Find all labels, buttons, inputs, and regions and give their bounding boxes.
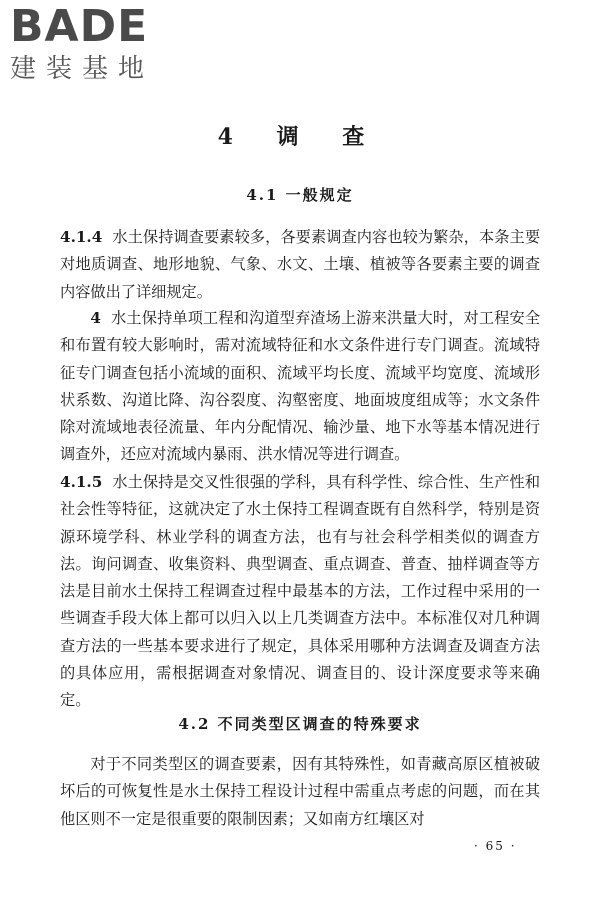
paragraph-text: 对于不同类型区的调查要素，因有其特殊性，如青藏高原区植被破坏后的可恢复性是水土保持工程设计过程中需重点考虑的问题，而在其他区则不一定是很重要的限制因素；又如南方红壤区对 — [60, 755, 540, 828]
chapter-title: 4 调 查 — [217, 124, 383, 150]
paragraph-4-1-5 — [60, 469, 540, 715]
logo-text: BADE — [10, 1, 149, 52]
logo — [10, 1, 180, 84]
clause-number: 4.1.5 — [60, 473, 103, 491]
section-title-4-1: 4.1 一般规定 — [246, 186, 354, 204]
section-title-4-2: 4.2 不同类型区调查的特殊要求 — [178, 715, 422, 733]
paragraph-4-2 — [60, 751, 540, 833]
paragraph-text: 水土保持是交叉性很强的学科，具有科学性、综合性、生产性和社会性等特征，这就决定了水土保持工程调查既有自然科学，特别是资源环境学科、林业学科的调查方法，也有与社会科学相类似的调查方法。询问调查、收集资料、典型调查、重点调查、普查、抽样调查等方法是目前水土保持工程调查过程中最基本的方法，工作过程中采用的一些调查手段大体上都可以归入以上几类调查方法中。本标准仅对几种调查方法的一些基本要求进行了规定，具体采用哪种方法调查及调查方法的具体应用，需根据调查对象情况、调查目的、设计深度要求等来确定。 — [60, 473, 540, 710]
page-number: · 65 · — [474, 839, 517, 853]
logo-subtitle: 建装基地 — [10, 54, 155, 84]
item-number: 4 — [90, 309, 101, 327]
clause-number: 4.1.4 — [60, 228, 103, 246]
paragraph-4-1-4 — [60, 224, 540, 306]
paragraph-text: 水土保持单项工程和沟道型弃渣场上游来洪量大时，对工程安全和布置有较大影响时，需对流域特征和水文条件进行专门调查。流域特征专门调查包括小流域的面积、流域平均长度、流域平均宽度、流域形状系数、沟道比降、沟谷裂度、沟壑密度、地面坡度组成等；水文条件除对流域地表径流量、年内分配情况、输沙量、地下水等基本情况进行调查外，还应对流域内暴雨、洪水情况等进行调查。 — [60, 309, 540, 464]
paragraph-item-4 — [60, 305, 540, 469]
paragraph-text: 水土保持调查要素较多，各要素调查内容也较为繁杂，本条主要对地质调查、地形地貌、气象、水文、土壤、植被等各要素主要的调查内容做出了详细规定。 — [60, 228, 540, 301]
